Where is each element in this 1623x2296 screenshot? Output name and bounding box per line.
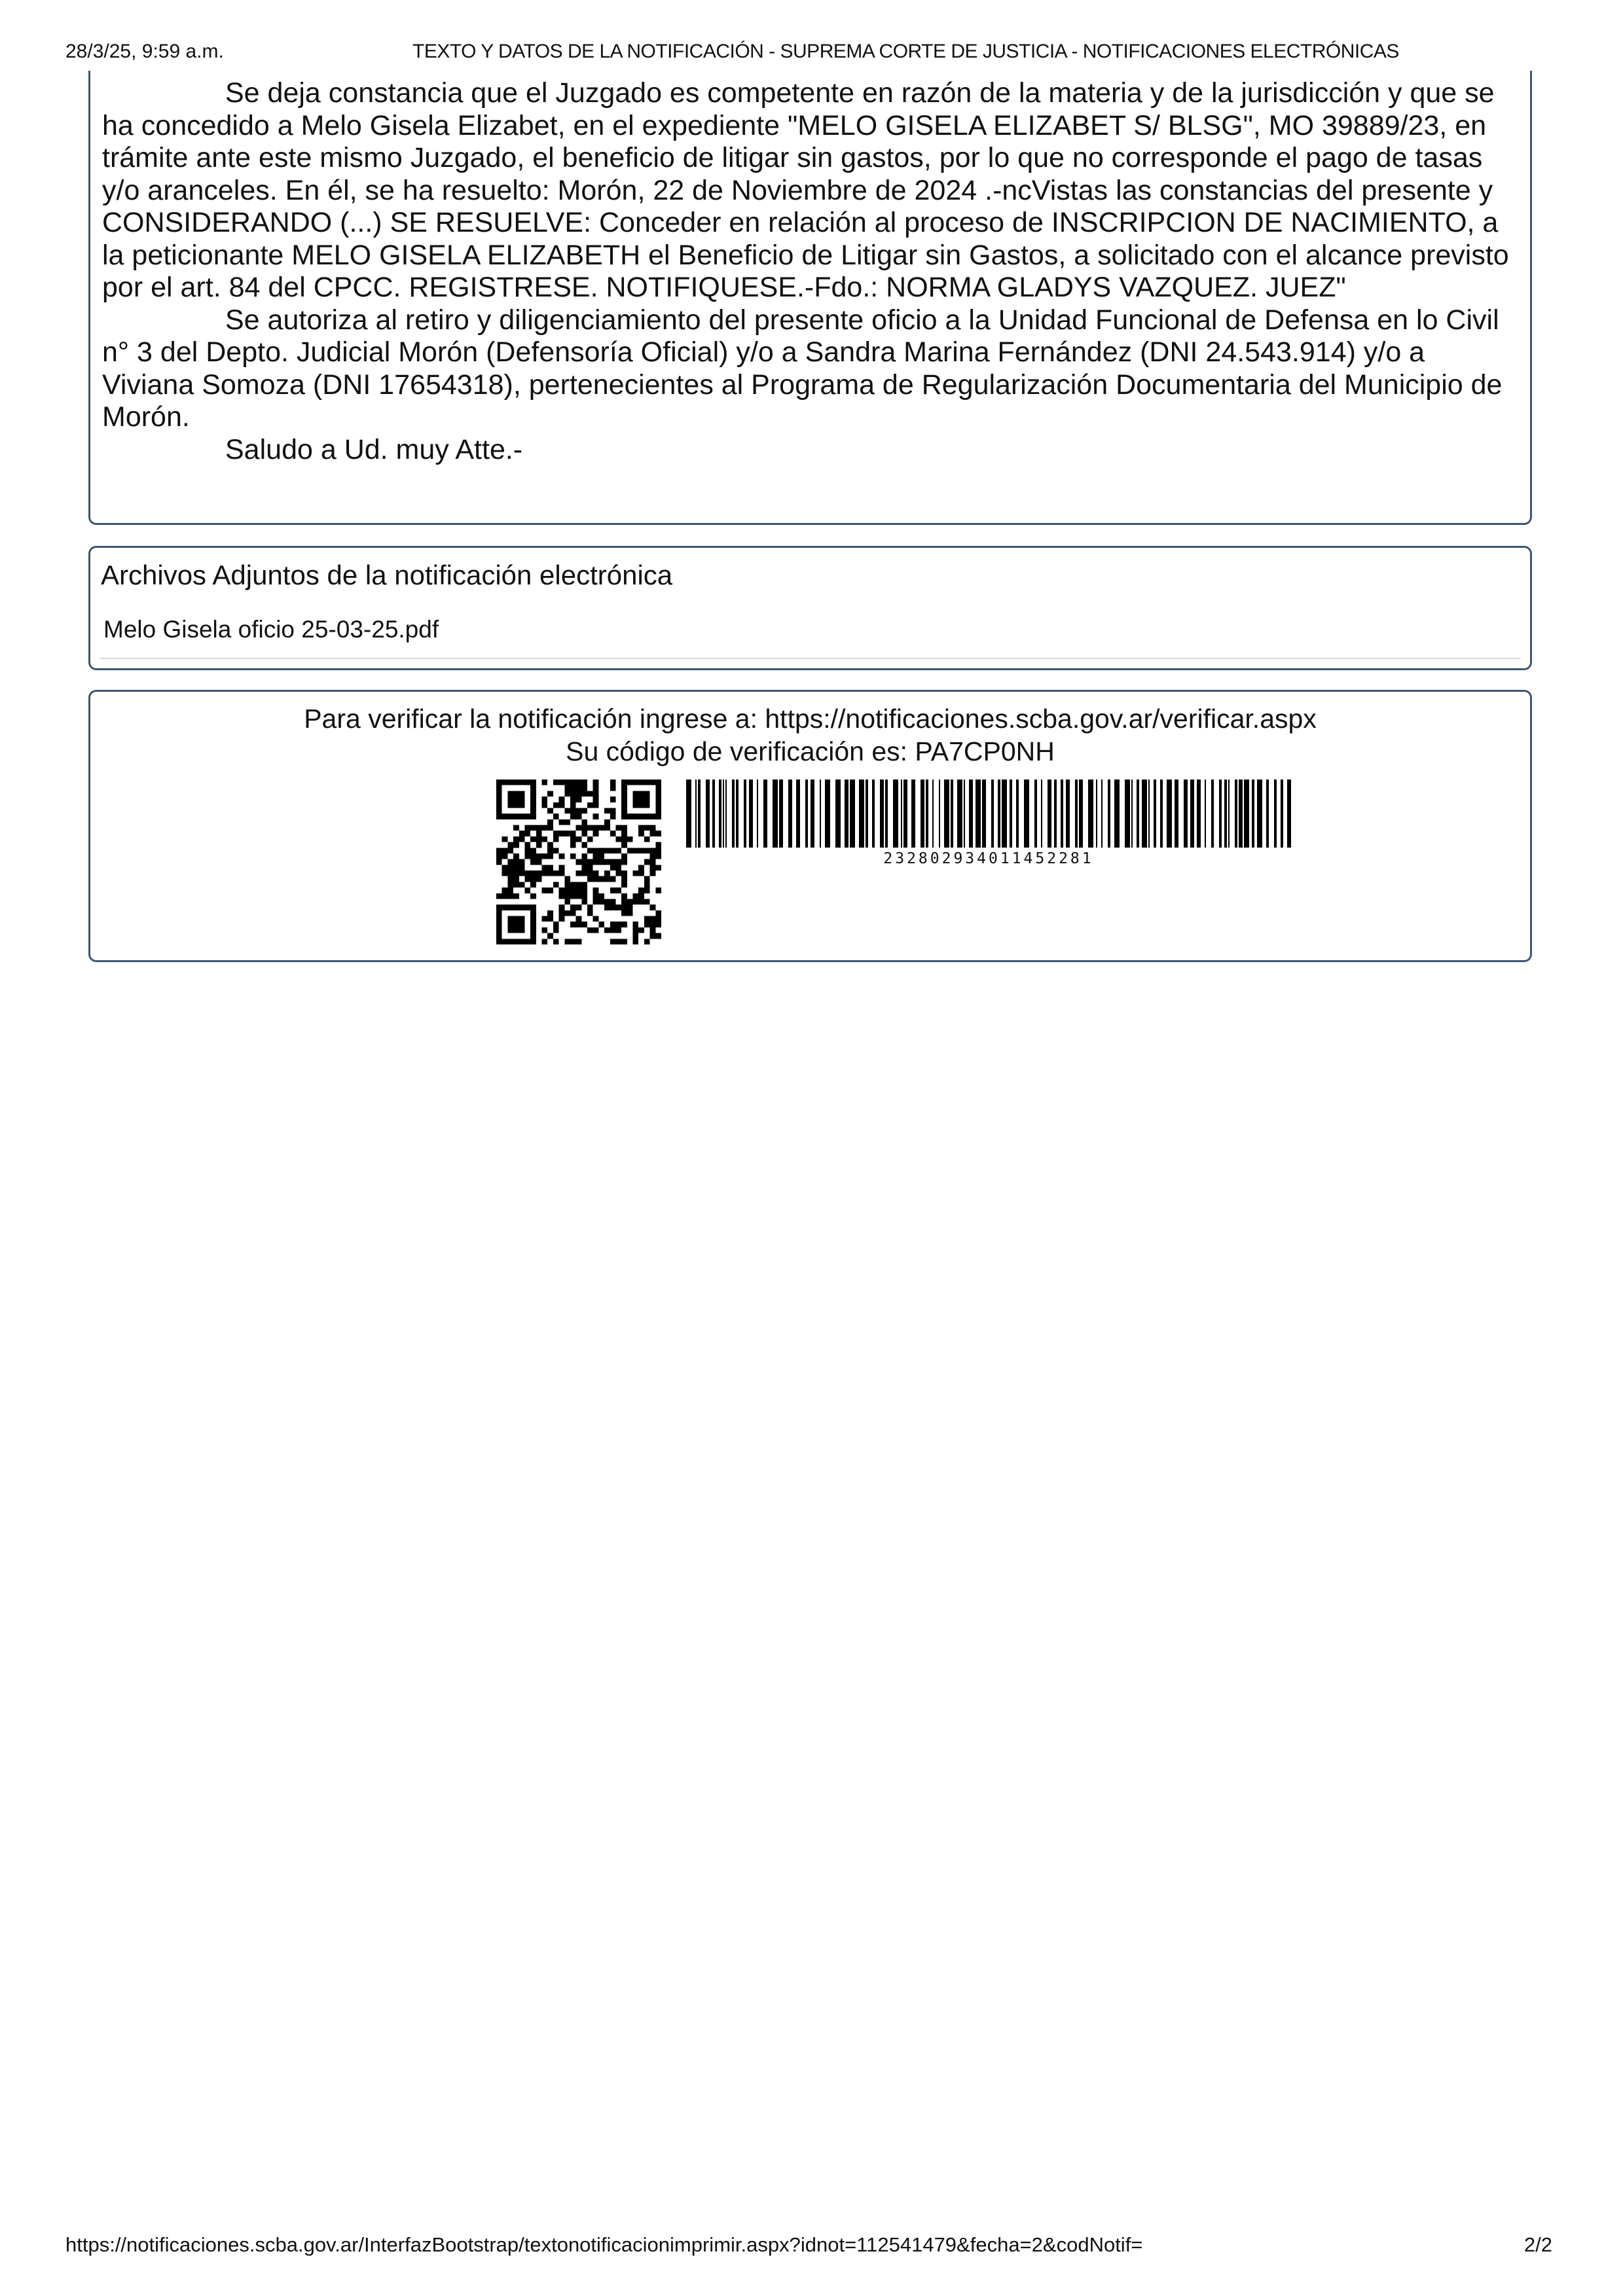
- verification-code-text: Su código de verificación es: PA7CP0NH: [566, 736, 1055, 766]
- attachments-panel: [88, 546, 1532, 670]
- paragraph-constancia: Se deja constancia que el Juzgado es competente en razón de la materia y de la jurisdicción y que se ha concedido a Melo Gisela Elizabet, en el expediente "MELO GISELA ELIZABET S/ BLSG", MO 39889/23, en trámite ante este mismo Juzgado, el beneficio de litigar sin gastos, por lo que no corresponde el pago de tasas y/o aranceles. En él, se ha resuelto: Morón, 22 de Noviembre de 2024 .-ncVistas las constancias del presente y CONSIDERANDO (...) SE RESUELVE: Conceder en relación al proceso de INSCRIPCION DE NACIMIENTO, a la peticionante MELO GISELA ELIZABETH el Beneficio de Litigar sin Gastos, a solicitado con el alcance previsto por el art. 84 del CPCC. REGISTRESE. NOTIFIQUESE.-Fdo.: NORMA GLADYS VAZQUEZ. JUEZ": [102, 77, 1509, 303]
- barcode: [686, 780, 1291, 848]
- page-number: 2/2: [1523, 2233, 1552, 2256]
- paragraph-autorizacion: Se autoriza al retiro y diligenciamiento del presente oficio a la Unidad Funcional de Defensa en lo Civil n° 3 del Depto. Judicial Morón (Defensoría Oficial) y/o a Sandra Marina Fernández (DNI 24.543.914) y/o a Viviana Somoza (DNI 17654318), pertenecientes al Programa de Regularización Documentaria del Municipio de Morón.: [102, 304, 1503, 433]
- print-footer: [0, 2233, 1623, 2266]
- print-header: [0, 41, 1623, 73]
- barcode-number: 232802934011452281: [883, 850, 1094, 867]
- page-url: https://notificaciones.scba.gov.ar/InterfazBootstrap/textonotificacionimprimir.aspx?idnot=112541479&fecha=2&codNotif=: [65, 2233, 1143, 2256]
- notification-text: [102, 77, 1523, 466]
- verification-url-text: Para verificar la notificación ingrese a: https://notificaciones.scba.gov.ar/verificar.aspx: [304, 704, 1317, 734]
- attachments-divider: [100, 658, 1521, 659]
- paragraph-saludo: Saludo a Ud. muy Atte.-: [225, 433, 523, 465]
- attachment-file-link[interactable]: Melo Gisela oficio 25-03-25.pdf: [103, 616, 439, 643]
- notification-body-panel: [88, 71, 1532, 525]
- print-date: 28/3/25, 9:59 a.m.: [65, 41, 224, 62]
- print-title: TEXTO Y DATOS DE LA NOTIFICACIÓN - SUPREMA CORTE DE JUSTICIA - NOTIFICACIONES ELECTRÓNICAS: [412, 41, 1399, 62]
- attachments-title: Archivos Adjuntos de la notificación electrónica: [101, 560, 673, 590]
- verification-panel: [88, 690, 1532, 962]
- qr-code: [496, 780, 661, 944]
